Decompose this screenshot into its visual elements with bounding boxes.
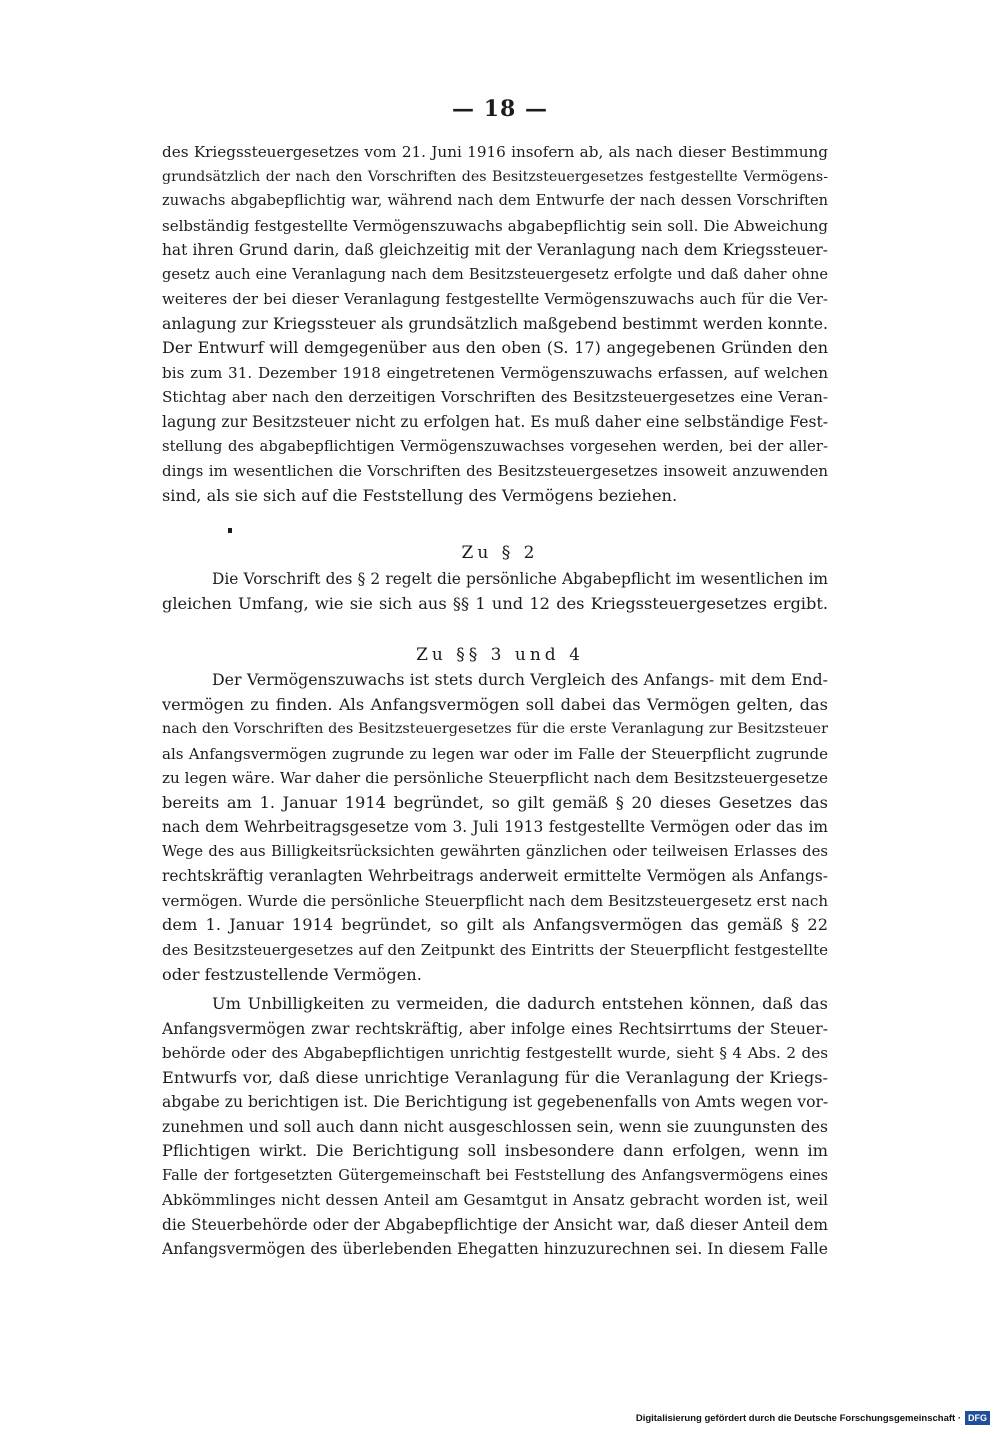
text-line: des Besitzsteuergesetzes auf den Zeitpunkt des Eintritts der Steuerpflicht festgestellte bbox=[162, 941, 828, 960]
text-line: dem 1. Januar 1914 begründet, so gilt als Anfangsvermögen das gemäß § 22 bbox=[162, 915, 828, 935]
credit-text: Digitalisierung gefördert durch die Deutsche Forschungsgemeinschaft · bbox=[635, 1412, 961, 1424]
text-line: Pflichtigen wirkt. Die Berichtigung soll insbesondere dann erfolgen, wenn im bbox=[162, 1141, 828, 1161]
paragraph-3 bbox=[162, 668, 828, 987]
stray-ink-mark bbox=[228, 528, 232, 533]
paragraph-1 bbox=[162, 140, 828, 508]
text-line: grundsätzlich der nach den Vorschriften des Besitzsteuergesetzes festgestellte Vermögens- bbox=[162, 168, 828, 185]
text-line: nach dem Wehrbeitragsgesetze vom 3. Juli 1913 festgestellte Vermögen oder das im bbox=[162, 818, 828, 837]
section-heading-zu-2: Zu § 2 bbox=[461, 543, 539, 563]
section-heading-zu-3-und-4: Zu §§ 3 und 4 bbox=[416, 645, 584, 665]
text-line: Abkömmlinges nicht dessen Anteil am Gesamtgut in Ansatz gebracht worden ist, weil bbox=[162, 1191, 828, 1210]
paragraph-2 bbox=[162, 567, 828, 616]
text-line: Wege des aus Billigkeitsrücksichten gewährten gänzlichen oder teilweisen Erlasses des bbox=[162, 842, 828, 860]
text-line: lagung zur Besitzsteuer nicht zu erfolgen hat. Es muß daher eine selbständige Fest- bbox=[162, 413, 828, 432]
text-line: Falle der fortgesetzten Gütergemeinschaft bei Feststellung des Anfangsvermögens eines bbox=[162, 1166, 828, 1184]
text-line: bis zum 31. Dezember 1918 eingetretenen Vermögenszuwachs erfassen, auf welchen bbox=[162, 363, 828, 382]
text-line: bereits am 1. Januar 1914 begründet, so gilt gemäß § 20 dieses Gesetzes das bbox=[162, 792, 828, 812]
text-line: selbständig festgestellte Vermögenszuwachs abgabepflichtig sein soll. Die Abweichung bbox=[162, 216, 828, 235]
text-line: anlagung zur Kriegssteuer als grundsätzlich maßgebend bestimmt werden konnte. bbox=[162, 313, 828, 333]
text-line: rechtskräftig veranlagten Wehrbeitrags anderweit ermittelte Vermögen als Anfangs- bbox=[162, 867, 828, 886]
text-line: vermögen. Wurde die persönliche Steuerpflicht nach dem Besitzsteuergesetz erst nach bbox=[162, 891, 828, 910]
text-line: Um Unbilligkeiten zu vermeiden, die dadurch entstehen können, daß das bbox=[212, 994, 828, 1013]
text-line: die Steuerbehörde oder der Abgabepflichtige der Ansicht war, daß dieser Anteil dem bbox=[162, 1215, 828, 1234]
page-number: — 18 — bbox=[452, 96, 548, 122]
text-line: Stichtag aber nach den derzeitigen Vorschriften des Besitzsteuergesetzes eine Veran- bbox=[162, 388, 828, 407]
text-line: gesetz auch eine Veranlagung nach dem Besitzsteuergesetz erfolgte und daß daher ohne bbox=[162, 265, 828, 283]
text-line: dings im wesentlichen die Vorschriften des Besitzsteuergesetzes insoweit anzuwenden bbox=[162, 462, 828, 481]
text-line: zuwachs abgabepflichtig war, während nach dem Entwurfe der nach dessen Vorschriften bbox=[162, 192, 828, 210]
text-line: stellung des abgabepflichtigen Vermögenszuwachses vorgesehen werden, bei der aller- bbox=[162, 437, 828, 455]
text-line: zunehmen und soll auch dann nicht ausgeschlossen sein, wenn sie zuungunsten des bbox=[162, 1117, 828, 1136]
text-line: Der Vermögenszuwachs ist stets durch Vergleich des Anfangs- mit dem End- bbox=[212, 670, 828, 689]
text-line: weiteres der bei dieser Veranlagung festgestellte Vermögenszuwachs auch für die Ver- bbox=[162, 290, 828, 309]
text-line: des Kriegssteuergesetzes vom 21. Juni 1916 insofern ab, als nach dieser Bestimmung bbox=[162, 143, 828, 161]
text-line: sind, als sie sich auf die Feststellung des Vermögens beziehen. bbox=[162, 485, 678, 505]
text-line: gleichen Umfang, wie sie sich aus §§ 1 und 12 des Kriegssteuergesetzes ergibt. bbox=[162, 593, 828, 613]
text-line: oder festzustellende Vermögen. bbox=[162, 964, 422, 984]
text-line: behörde oder des Abgabepflichtigen unrichtig festgestellt wurde, sieht § 4 Abs. 2 des bbox=[162, 1044, 828, 1063]
text-line: hat ihren Grund darin, daß gleichzeitig mit der Veranlagung nach dem Kriegssteuer- bbox=[162, 241, 828, 260]
digitization-credit bbox=[636, 1410, 990, 1426]
text-line: Die Vorschrift des § 2 regelt die persönliche Abgabepflicht im wesentlichen im bbox=[212, 570, 828, 588]
paragraph-4 bbox=[162, 992, 828, 1262]
text-line: nach den Vorschriften des Besitzsteuergesetzes für die erste Veranlagung zur Besitzsteuer bbox=[162, 721, 828, 738]
text-line: als Anfangsvermögen zugrunde zu legen war oder im Falle der Steuerpflicht zugrunde bbox=[162, 744, 828, 763]
dfg-logo: DFG bbox=[965, 1411, 990, 1425]
text-line: Anfangsvermögen des überlebenden Ehegatten hinzuzurechnen sei. In diesem Falle bbox=[162, 1240, 828, 1259]
text-line: Der Entwurf will demgegenüber aus den oben (S. 17) angegebenen Gründen den bbox=[162, 338, 828, 358]
text-line: abgabe zu berichtigen ist. Die Berichtigung ist gegebenenfalls von Amts wegen vor- bbox=[162, 1093, 828, 1112]
text-line: zu legen wäre. War daher die persönliche Steuerpflicht nach dem Besitzsteuergesetze bbox=[162, 769, 828, 788]
text-line: vermögen zu finden. Als Anfangsvermögen soll dabei das Vermögen gelten, das bbox=[162, 694, 828, 714]
text-line: Anfangsvermögen zwar rechtskräftig, aber infolge eines Rechtsirrtums der Steuer- bbox=[162, 1019, 828, 1038]
text-line: Entwurfs vor, daß diese unrichtige Veranlagung für die Veranlagung der Kriegs- bbox=[162, 1067, 828, 1087]
